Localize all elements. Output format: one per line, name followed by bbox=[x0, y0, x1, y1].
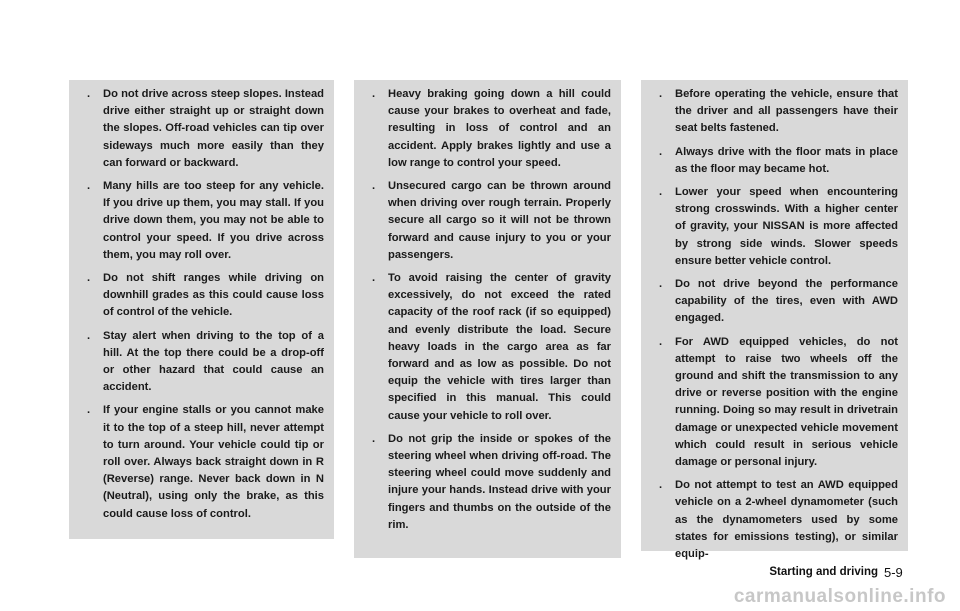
bullet-marker: . bbox=[87, 88, 91, 100]
bullet-marker: . bbox=[87, 180, 91, 193]
page-number: 5-9 bbox=[884, 565, 903, 580]
bullet-marker: . bbox=[372, 88, 376, 100]
warning-text: Before operating the vehicle, ensure that the driver and all passengers have their seat belts fastened. bbox=[675, 88, 898, 135]
bullet-marker: . bbox=[659, 186, 663, 199]
bullet-marker: . bbox=[87, 272, 91, 285]
warning-text: Do not drive across steep slopes. Instead drive either straight up or straight down the slopes. Off-road vehicles can tip over sideways much more easily than they can forward or backward. bbox=[103, 88, 324, 169]
warning-text: Always drive with the floor mats in place as the floor may became hot. bbox=[675, 145, 898, 175]
page-footer bbox=[0, 566, 960, 586]
section-title: Starting and driving bbox=[769, 566, 878, 578]
warning-list-item bbox=[372, 431, 611, 534]
warning-list-item bbox=[659, 144, 898, 178]
warning-list-item bbox=[372, 86, 611, 172]
warning-list-item bbox=[659, 86, 898, 138]
warning-column-1 bbox=[69, 80, 334, 539]
bullet-marker: . bbox=[87, 404, 91, 417]
watermark: carmanualsonline.info bbox=[733, 586, 946, 607]
warning-list-item bbox=[87, 402, 324, 522]
warning-text: Lower your speed when encountering strong crosswinds. With a higher center of gravity, your NISSAN is more affected by strong side winds. Slower speeds ensure better vehicle control. bbox=[675, 186, 898, 267]
warning-list-item bbox=[87, 86, 324, 172]
warning-text: Many hills are too steep for any vehicle. If you drive up them, you may stall. If you drive down them, you may not be able to control your speed. If you drive across them, you may roll over. bbox=[103, 180, 324, 261]
bullet-marker: . bbox=[87, 329, 91, 342]
warning-column-2 bbox=[354, 80, 621, 558]
warning-list-item bbox=[87, 270, 324, 322]
warning-list-item bbox=[659, 477, 898, 563]
warning-list-item bbox=[659, 184, 898, 270]
warning-text: Heavy braking going down a hill could cause your brakes to overheat and fade, resulting in loss of control and an accident. Apply brakes lightly and use a low range to control your speed. bbox=[388, 88, 611, 169]
warning-list-item bbox=[659, 334, 898, 472]
warning-list-item bbox=[659, 276, 898, 328]
bullet-marker: . bbox=[659, 145, 663, 158]
bullet-marker: . bbox=[372, 272, 376, 285]
warning-text: If your engine stalls or you cannot make it to the top of a steep hill, never attempt to turn around. Your vehicle could tip or roll over. Always back straight down in R (Reverse) range. Never back down in N (Neutral), using only the brake, as this could cause loss of control. bbox=[103, 404, 324, 520]
warning-text: For AWD equipped vehicles, do not attempt to raise two wheels off the ground and shift the transmission to any drive or reverse position with the engine running. Doing so may result in drivetrain damage or unexpected vehicle movement which could result in serious vehicle damage or personal injury. bbox=[675, 335, 898, 469]
warning-list-item bbox=[87, 178, 324, 264]
bullet-marker: . bbox=[659, 278, 663, 291]
warning-list-item bbox=[87, 328, 324, 397]
warning-list-item bbox=[372, 270, 611, 425]
bullet-marker: . bbox=[659, 335, 663, 348]
warning-column-3 bbox=[641, 80, 908, 561]
warning-text: Do not grip the inside or spokes of the steering wheel when driving off-road. The steering wheel could move suddenly and injure your hands. Instead drive with your fingers and thumbs on the outside of the rim. bbox=[388, 432, 611, 531]
bullet-marker: . bbox=[659, 479, 663, 492]
bullet-marker: . bbox=[372, 432, 376, 445]
warning-text: Unsecured cargo can be thrown around when driving over rough terrain. Properly secure all cargo so it will not be thrown forward and cause injury to you or your passengers. bbox=[388, 180, 611, 261]
warning-text: Do not drive beyond the performance capability of the tires, even with AWD engaged. bbox=[675, 278, 898, 325]
bullet-marker: . bbox=[659, 88, 663, 100]
warning-text: Do not attempt to test an AWD equipped vehicle on a 2-wheel dynamometer (such as the dynamometers used by some states for emissions testing), or similar equip- bbox=[675, 479, 898, 561]
warning-text: To avoid raising the center of gravity excessively, do not exceed the rated capacity of the roof rack (if so equipped) and evenly distribute the load. Secure heavy loads in the cargo area as far forward and as low as possible. Do not equip the vehicle with tires larger than specified in this manual. This could cause your vehicle to roll over. bbox=[388, 272, 611, 422]
warning-text: Stay alert when driving to the top of a hill. At the top there could be a drop-off or other hazard that could cause an accident. bbox=[103, 329, 324, 394]
bullet-marker: . bbox=[372, 180, 376, 193]
warning-list-item bbox=[372, 178, 611, 264]
warning-text: Do not shift ranges while driving on downhill grades as this could cause loss of control of the vehicle. bbox=[103, 272, 324, 319]
